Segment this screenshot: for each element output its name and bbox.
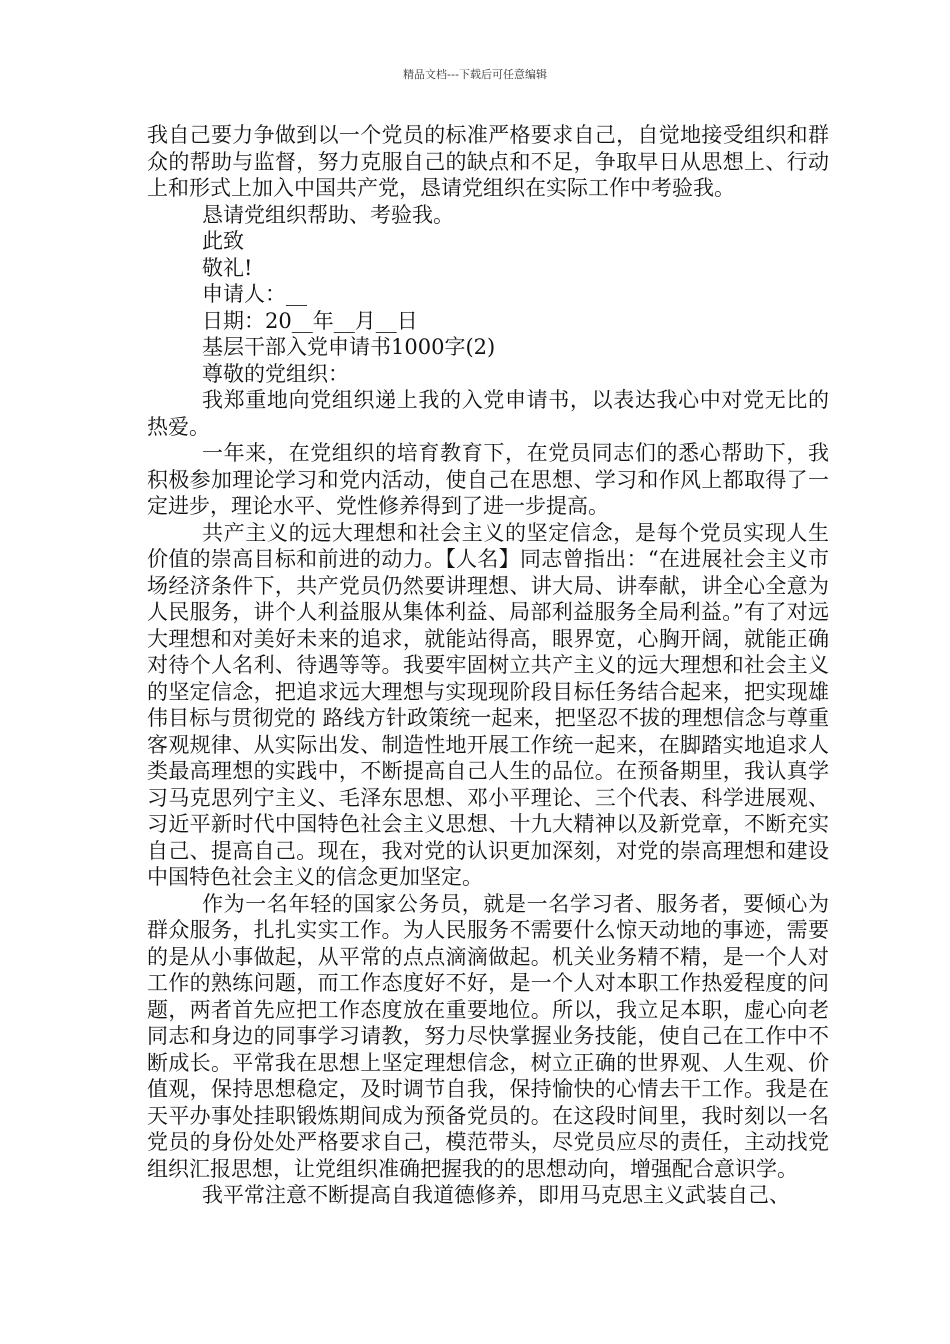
paragraph: 我平常注意不断提高自我道德修养，即用马克思主义武装自己、: [202, 1183, 790, 1207]
applicant-line: 申请人：__: [202, 282, 307, 306]
page-header: 精品文档---下载后可任意编辑: [403, 68, 547, 81]
paragraph: 共产主义的远大理想和社会主义的坚定信念，是每个党员实现人生价值的崇高目标和前进的动力。【人名】同志曾指出：“在进展社会主义市场经济条件下，共产党员仍然要讲理想、讲大局、讲奉献，讲全心全意为人民服务，讲个人利益服从集体利益、局部利益服务全局利益。”有了对远大理想和对美好未来的追求，就能站得高，眼界宽，心胸开阔，就能正确对待个人名利、待遇等等。我要牢固树立共产主义的远大理想和社会主义的坚定信念，把追求远大理想与实现现阶段目标任务结合起来，把实现雄伟目标与贯彻党的 路线方针政策统一起来，把坚忍不拔的理想信念与尊重客观规律、从实际出发、制造性地开展工作统一起来，在脚踏实地追求人类最高理想的实践中，不断提高自己人生的品位。在预备期里，我认真学习马克思列宁主义、毛泽东思想、邓小平理论、三个代表、科学进展观、习近平新时代中国特色社会主义思想、十九大精神以及新党章，不断充实自己、提高自己。现在，我对党的认识更加深刻，对党的崇高理想和建设中国特色社会主义的信念更加坚定。: [147, 520, 829, 889]
closing-salutation: 此致: [202, 229, 244, 253]
paragraph: 一年来，在党组织的培育教育下，在党员同志们的悉心帮助下，我积极参加理论学习和党内活动，使自己在思想、学习和作风上都取得了一定进步，理论水平、党性修养得到了进一步提高。: [147, 441, 829, 518]
paragraph: 我郑重地向党组织递上我的入党申请书，以表达我心中对党无比的热爱。: [147, 388, 829, 439]
section-title: 基层干部入党申请书1000字(2): [202, 335, 496, 359]
greeting: 尊敬的党组织：: [202, 361, 349, 386]
date-line: 日期：20__年__月__日: [202, 308, 418, 333]
paragraph: 作为一名年轻的国家公务员，就是一名学习者、服务者，要倾心为群众服务，扎扎实实工作。为人民服务不需要什么惊天动地的事迹，需要的是从小事做起，从平常的点点滴滴做起。机关业务精不精，是一个人对工作的熟练问题，而工作态度好不好，是一个人对本职工作热爱程度的问题，两者首先应把工作态度放在重要地位。所以，我立足本职，虚心向老同志和身边的同事学习请教，努力尽快掌握业务技能，使自己在工作中不断成长。平常我在思想上坚定理想信念，树立正确的世界观、人生观、价值观，保持思想稳定，及时调节自我，保持愉快的心情去干工作。我是在天平办事处挂职锻炼期间成为预备党员的。在这段时间里，我时刻以一名党员的身份处处严格要求自己，模范带头，尽党员应尽的责任，主动找党组织汇报思想，让党组织准确把握我的的思想动向，增强配合意识学。: [147, 891, 829, 1181]
paragraph: 恳请党组织帮助、考验我。: [202, 202, 454, 227]
paragraph: 我自己要力争做到以一个党员的标准严格要求自己，自觉地接受组织和群众的帮助与监督，努力克服自己的缺点和不足，争取早日从思想上、行动上和形式上加入中国共产党，恳请党组织在实际工作中考验我。: [147, 123, 829, 200]
closing-respect: 敬礼!: [202, 255, 253, 280]
document-body: [147, 122, 829, 1209]
